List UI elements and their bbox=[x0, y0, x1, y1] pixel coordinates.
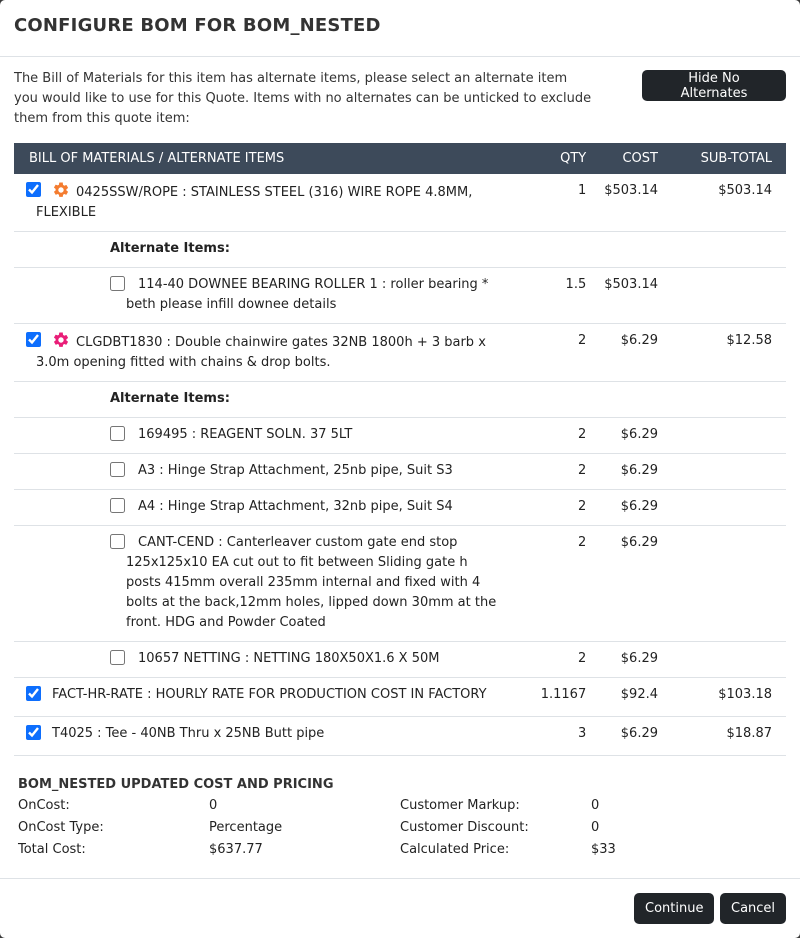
cancel-button[interactable]: Cancel bbox=[720, 893, 786, 924]
alternate-item-checkbox[interactable] bbox=[110, 534, 125, 549]
total-cost-label: Total Cost: bbox=[18, 842, 86, 857]
gear-icon bbox=[52, 331, 70, 349]
item-description: 0425SSW/ROPE : STAINLESS STEEL (316) WIRE ROPE 4.8MM, bbox=[76, 185, 473, 200]
item-qty: 1.1167 bbox=[526, 678, 596, 717]
alternate-description: CANT-CEND : Canterleaver custom gate end stop bbox=[138, 535, 458, 550]
modal-header bbox=[0, 0, 800, 57]
item-cost: $6.29 bbox=[596, 324, 688, 382]
summary-row bbox=[18, 798, 778, 820]
alternate-description: A3 : Hinge Strap Attachment, 25nb pipe, Suit S3 bbox=[138, 463, 453, 478]
alternate-qty: 2 bbox=[526, 490, 596, 526]
alternate-row bbox=[14, 268, 786, 324]
alternate-cost: $6.29 bbox=[596, 642, 688, 678]
oncost-type-label: OnCost Type: bbox=[18, 820, 104, 835]
item-description-cont: FLEXIBLE bbox=[36, 205, 97, 220]
alternate-row bbox=[14, 454, 786, 490]
discount-label: Customer Discount: bbox=[400, 820, 529, 835]
item-qty: 2 bbox=[526, 324, 596, 382]
include-item-checkbox[interactable] bbox=[26, 725, 41, 740]
discount-value: 0 bbox=[591, 820, 600, 835]
calc-price-label: Calculated Price: bbox=[400, 842, 510, 857]
modal-footer bbox=[0, 878, 800, 938]
calc-price-value: $33 bbox=[591, 842, 616, 857]
item-qty: 3 bbox=[526, 717, 596, 756]
item-description: T4025 : Tee - 40NB Thru x 25NB Butt pipe bbox=[52, 726, 325, 741]
header-subtotal: SUB-TOTAL bbox=[688, 143, 786, 174]
alternate-description: 114-40 DOWNEE BEARING ROLLER 1 : roller bearing * bbox=[138, 277, 489, 292]
markup-label: Customer Markup: bbox=[400, 798, 520, 813]
item-cost: $92.4 bbox=[596, 678, 688, 717]
table-row bbox=[14, 324, 786, 382]
include-item-checkbox[interactable] bbox=[26, 686, 41, 701]
alternate-description-cont: 125x125x10 EA cut out to fit between Sliding gate h posts 415mm overall 235mm internal and fixed with 4 bolts at the back,12mm holes, lipped down 30mm at the front. HDG and Powder Coated bbox=[126, 555, 497, 630]
item-subtotal: $18.87 bbox=[688, 717, 786, 756]
alternate-items-title: Alternate Items: bbox=[14, 382, 786, 418]
alternate-qty: 2 bbox=[526, 526, 596, 642]
item-qty: 1 bbox=[526, 174, 596, 232]
alternate-cost: $6.29 bbox=[596, 418, 688, 454]
item-description: CLGDBT1830 : Double chainwire gates 32NB 1800h + 3 barb x bbox=[76, 335, 486, 350]
alternate-items-title: Alternate Items: bbox=[14, 232, 786, 268]
alternate-qty: 2 bbox=[526, 642, 596, 678]
alternate-qty: 2 bbox=[526, 418, 596, 454]
summary-row bbox=[18, 820, 778, 842]
header-qty: QTY bbox=[526, 143, 596, 174]
summary-row bbox=[18, 842, 778, 864]
item-subtotal: $12.58 bbox=[688, 324, 786, 382]
alternate-item-checkbox[interactable] bbox=[110, 498, 125, 513]
modal-title: CONFIGURE BOM FOR BOM_NESTED bbox=[14, 15, 381, 36]
alternate-cost: $6.29 bbox=[596, 526, 688, 642]
alternate-qty: 2 bbox=[526, 454, 596, 490]
header-cost: COST bbox=[596, 143, 688, 174]
continue-button[interactable]: Continue bbox=[634, 893, 714, 924]
alternate-row bbox=[14, 418, 786, 454]
total-cost-value: $637.77 bbox=[209, 842, 263, 857]
markup-value: 0 bbox=[591, 798, 600, 813]
alternate-row bbox=[14, 642, 786, 678]
alternate-items-heading-row bbox=[14, 232, 786, 268]
oncost-label: OnCost: bbox=[18, 798, 70, 813]
oncost-type-value: Percentage bbox=[209, 820, 283, 835]
item-subtotal: $103.18 bbox=[688, 678, 786, 717]
item-subtotal: $503.14 bbox=[688, 174, 786, 232]
item-description-cont: 3.0m opening fitted with chains & drop bolts. bbox=[36, 355, 331, 370]
item-description: FACT-HR-RATE : HOURLY RATE FOR PRODUCTION COST IN FACTORY bbox=[52, 687, 487, 702]
alternate-description: 10657 NETTING : NETTING 180X50X1.6 X 50M bbox=[138, 651, 440, 666]
alternate-description: 169495 : REAGENT SOLN. 37 5LT bbox=[138, 427, 353, 442]
include-item-checkbox[interactable] bbox=[26, 182, 41, 197]
item-cost: $503.14 bbox=[596, 174, 688, 232]
table-row bbox=[14, 174, 786, 232]
table-row bbox=[14, 717, 786, 756]
header-item: BILL OF MATERIALS / ALTERNATE ITEMS bbox=[14, 143, 526, 174]
summary-title: BOM_NESTED UPDATED COST AND PRICING bbox=[18, 777, 334, 792]
alternate-items-heading-row bbox=[14, 382, 786, 418]
item-cost: $6.29 bbox=[596, 717, 688, 756]
alternate-item-checkbox[interactable] bbox=[110, 426, 125, 441]
hide-no-alternates-button[interactable]: Hide No Alternates bbox=[642, 70, 786, 101]
intro-text: The Bill of Materials for this item has alternate items, please select an alternate item you would like to use for this Quote. Items with no alternates can be unticked to exclude them from this quote item: bbox=[14, 71, 592, 126]
alternate-description-cont: beth please infill downee details bbox=[126, 297, 337, 312]
alternate-row bbox=[14, 526, 786, 642]
pricing-summary bbox=[18, 777, 778, 864]
alternate-cost: $6.29 bbox=[596, 454, 688, 490]
alternate-qty: 1.5 bbox=[526, 268, 596, 324]
alternate-cost: $6.29 bbox=[596, 490, 688, 526]
alternate-cost: $503.14 bbox=[596, 268, 688, 324]
alternate-item-checkbox[interactable] bbox=[110, 462, 125, 477]
table-header-row bbox=[14, 143, 786, 174]
alternate-description: A4 : Hinge Strap Attachment, 32nb pipe, Suit S4 bbox=[138, 499, 453, 514]
include-item-checkbox[interactable] bbox=[26, 332, 41, 347]
table-row bbox=[14, 678, 786, 717]
bom-table bbox=[14, 143, 786, 756]
alternate-item-checkbox[interactable] bbox=[110, 276, 125, 291]
alternate-row bbox=[14, 490, 786, 526]
gear-icon bbox=[52, 181, 70, 199]
oncost-value: 0 bbox=[209, 798, 218, 813]
alternate-item-checkbox[interactable] bbox=[110, 650, 125, 665]
